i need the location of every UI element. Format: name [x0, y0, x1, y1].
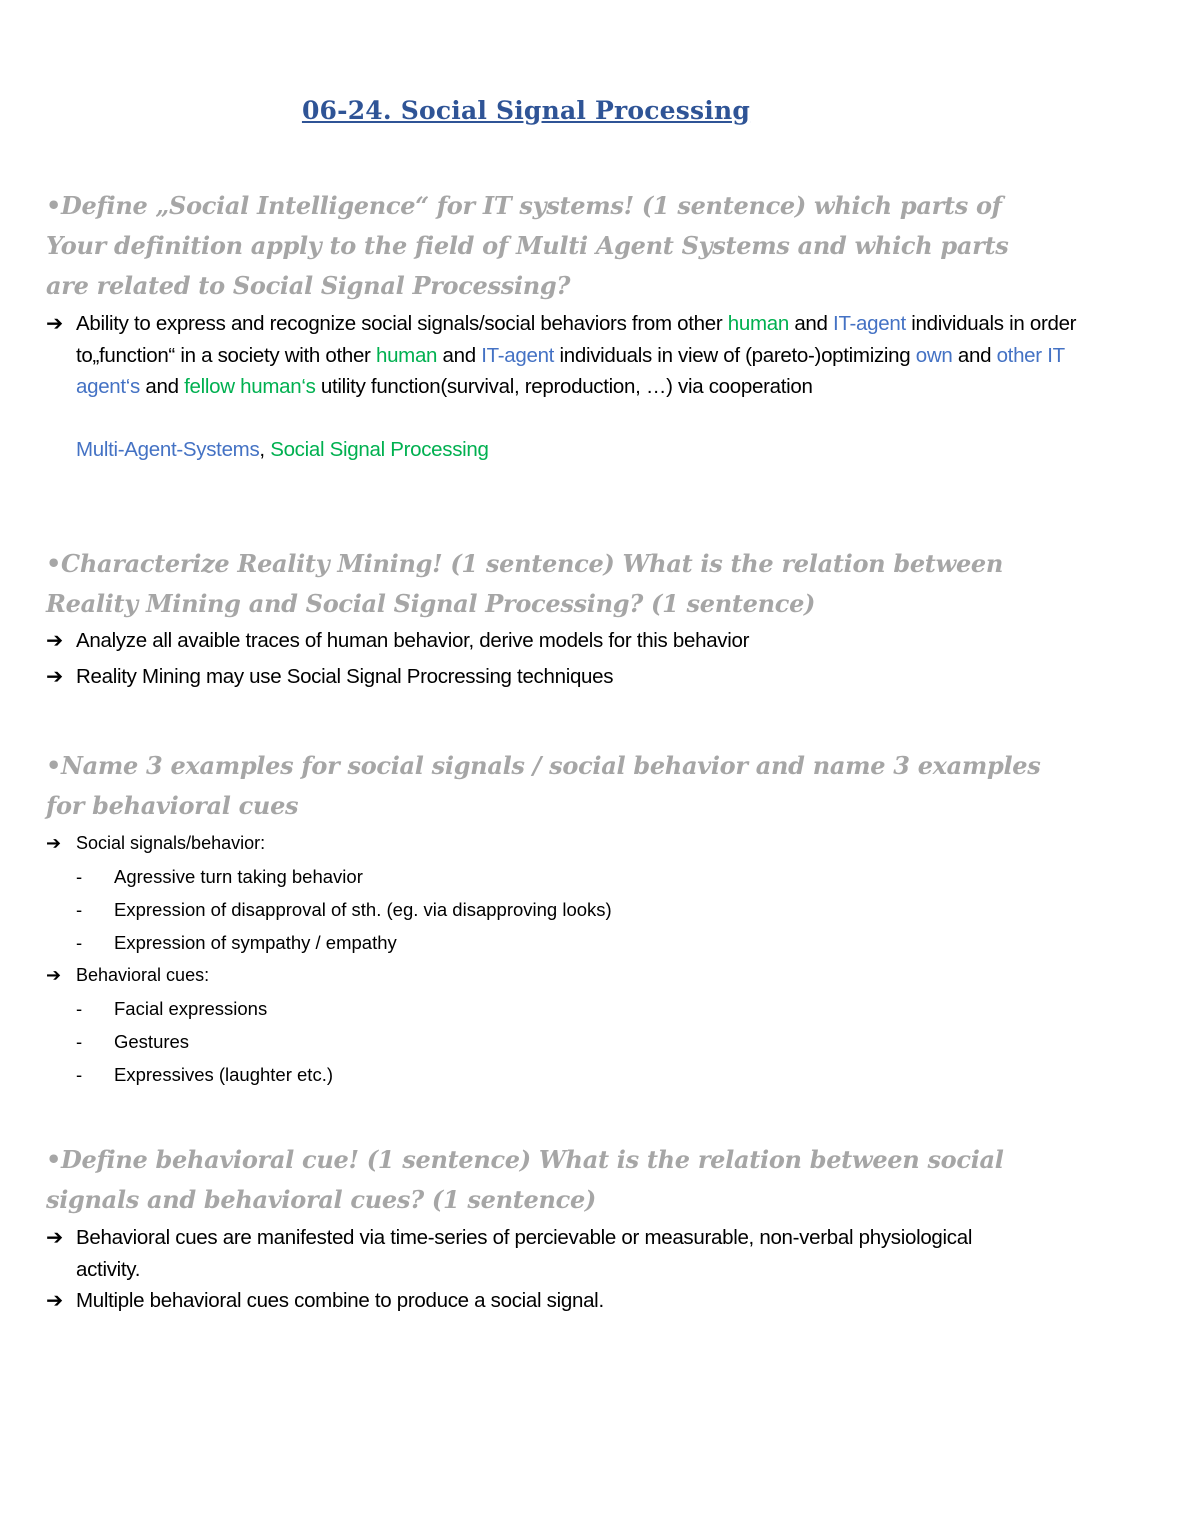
legend-social-signal-processing: Social Signal Processing — [270, 437, 489, 461]
highlight-own: own — [915, 343, 953, 367]
question-2: •Characterize Reality Mining! (1 sentence) What is the relation between Reality Mining and Social Signal Processing? (1 sentence) — [46, 549, 1004, 618]
answer-2 — [46, 623, 1096, 695]
answer-4-item: ➔ Behavioral cues are manifested via time-series of percievable or measurable, non-verbal physiological activity. — [46, 1222, 1016, 1285]
arrow-icon: ➔ — [46, 1226, 63, 1249]
page-title: 06-24. Social Signal Processing — [301, 96, 751, 125]
group-behavioral-cues: ➔ Behavioral cues: — [46, 959, 1096, 992]
answer-3 — [46, 827, 1096, 1091]
answer-2-item: ➔ Reality Mining may use Social Signal Procressing techniques — [46, 659, 1096, 695]
answer-4 — [46, 1222, 1016, 1317]
answer-1-text: Ability to express and recognize social signals/social behaviors from other human and IT-agent individuals in order to„function“ in a society with other human and IT-agent individuals in view of (pareto-)optimizing own and other IT agent‘s and fellow human‘s utility function(survival, reproduction, …) via cooperation — [76, 312, 1077, 398]
answer-1 — [46, 308, 1096, 465]
arrow-icon: ➔ — [46, 629, 63, 652]
group-social-signals: ➔ Social signals/behavior: — [46, 827, 1096, 860]
question-4: •Define behavioral cue! (1 sentence) What is the relation between social signals and behavioral cues? (1 sentence) — [46, 1145, 1004, 1214]
highlight-it-agent: IT-agent — [833, 312, 906, 335]
arrow-icon: ➔ — [46, 312, 63, 335]
arrow-icon: ➔ — [46, 1289, 63, 1312]
list-item: - Gestures — [76, 1031, 190, 1052]
list-item: - Expression of disapproval of sth. (eg. via disapproving looks) — [76, 899, 612, 920]
highlight-fellow-human: fellow human‘s — [184, 375, 316, 398]
highlight-it-agent: IT-agent — [481, 343, 555, 367]
arrow-icon: ➔ — [46, 833, 62, 853]
color-legend: Multi-Agent-Systems, Social Signal Processing — [76, 437, 489, 461]
legend-multi-agent-systems: Multi-Agent-Systems — [76, 437, 260, 461]
list-item: - Expression of sympathy / empathy — [76, 932, 397, 953]
answer-4-item: ➔ Multiple behavioral cues combine to produce a social signal. — [46, 1285, 1016, 1317]
list-item: - Expressives (laughter etc.) — [76, 1064, 334, 1085]
arrow-icon: ➔ — [46, 965, 62, 985]
highlight-other-it-agent: other IT agent‘s — [76, 343, 1065, 398]
highlight-human: human — [375, 343, 438, 367]
list-item: - Agressive turn taking behavior — [76, 866, 363, 887]
question-1: •Define „Social Intelligence“ for IT systems! (1 sentence) which parts of Your definition apply to the field of Multi Agent Systems and which parts are related to Social Signal Processing? — [46, 191, 1009, 300]
list-item: - Facial expressions — [76, 998, 268, 1019]
highlight-human: human — [727, 312, 789, 335]
arrow-icon: ➔ — [46, 665, 63, 688]
question-3: •Name 3 examples for social signals / social behavior and name 3 examples for behavioral cues — [46, 751, 1041, 820]
answer-1-row — [46, 308, 1096, 403]
answer-2-item: ➔ Analyze all avaible traces of human behavior, derive models for this behavior — [46, 623, 1096, 659]
